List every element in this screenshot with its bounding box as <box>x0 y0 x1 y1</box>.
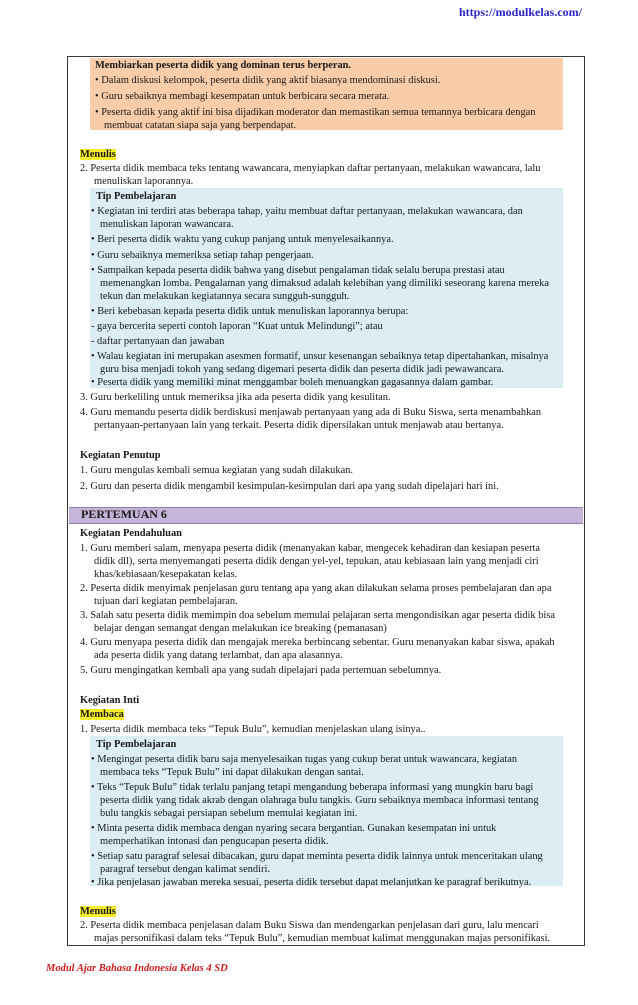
menulis-step-cont: menuliskan laporannya. <box>94 176 194 187</box>
menulis2-line: 2. Peserta didik membaca penjelasan dalam Buku Siswa dan mendengarkan penjelasan dari guru, lalu mencari <box>80 920 539 931</box>
tip-line: • Beri kebebasan kepada peserta didik untuk menuliskan laporannya berupa: <box>91 306 409 317</box>
tips-top-item: • Peserta didik yang aktif ini bisa dijadikan moderator dan memastikan semua temannya berbicara dengan <box>95 107 536 118</box>
pertemuan-title: PERTEMUAN 6 <box>81 507 167 521</box>
tip-line: memenangkan lomba. Pengalaman yang dimaksud adalah kelebihan yang dimiliki seseorang karena mereka <box>100 278 549 289</box>
pendahuluan-line: 5. Guru mengingatkan kembali apa yang sudah dipelajari pada pertemuan sebelumnya. <box>80 665 442 676</box>
step-item-cont: pertanyaan-pertanyaan lain yang terkait. Peserta didik dipersilakan untuk menjawab atau bertanya. <box>94 420 504 431</box>
tip-line: • Guru sebaiknya memeriksa setiap tahap pengerjaan. <box>91 250 314 261</box>
pendahuluan-line: 3. Salah satu peserta didik memimpin doa sebelum memulai pelajaran serta mengondisikan agar peserta didik bisa <box>80 610 555 621</box>
tip-line: peserta didik yang tidak akrab dengan olahraga bulu tangkis. Guru sebaiknya membaca informasi tentang <box>100 795 539 806</box>
tip-line: • Minta peserta didik membaca dengan nyaring secara bergantian. Gunakan kesempatan ini untuk <box>91 823 497 834</box>
inti-heading: Kegiatan Inti <box>80 695 140 706</box>
pendahuluan-line: ada peserta didik yang datang terlambat, dan apa alasannya. <box>94 650 343 661</box>
pendahuluan-line: belajar dengan semangat dengan melakukan ice breaking (pemanasan) <box>94 623 387 634</box>
tip-line: bulu tangkis sebagai persiapan sebelum memulai kegiatan ini. <box>100 808 358 819</box>
pendahuluan-line: khas/kebiasaan/kesepakatan kelas. <box>94 569 238 580</box>
tips-top-item: • Dalam diskusi kelompok, peserta didik yang aktif biasanya mendominasi diskusi. <box>95 75 441 86</box>
tip-line: • Peserta didik yang memiliki minat menggambar boleh menuangkan gagasannya dalam gambar. <box>91 377 494 388</box>
tip-line: • Beri peserta didik waktu yang cukup panjang untuk menyelesaikannya. <box>91 234 394 245</box>
pendahuluan-line: tujuan dari kegiatan pembelajaran. <box>94 596 238 607</box>
tip-line: • Kegiatan ini terdiri atas beberapa tahap, yaitu membuat daftar pertanyaan, melakukan wawancara, dan <box>91 206 523 217</box>
tip-line: guru bisa menjadi tokoh yang sedang digemari peserta didik dan peserta didik jadi pewawancara. <box>100 364 504 375</box>
tip-line: membaca teks “Tepuk Bulu” ini dapat dilakukan dengan santai. <box>100 767 364 778</box>
pendahuluan-heading: Kegiatan Pendahuluan <box>80 528 182 539</box>
tip-line: • Teks “Tepuk Bulu” tidak terlalu panjang tetapi mengandung beberapa informasi yang mungkin baru bagi <box>91 782 534 793</box>
menulis-heading: Menulis <box>80 149 116 160</box>
membaca-heading: Membaca <box>80 709 124 720</box>
pendahuluan-line: didik dll), serta menyemangati peserta didik dengan yel-yel, tepukan, atau kebiasaan lain yang menjadi ciri <box>94 556 539 567</box>
pendahuluan-line: 2. Peserta didik menyimak penjelasan guru tentang apa yang akan dilakukan selama proses pembelajaran dan apa <box>80 583 552 594</box>
tip-line: • Walau kegiatan ini merupakan asesmen formatif, unsur kesenangan sebaiknya tetap dipertahankan, misalnya <box>91 351 549 362</box>
menulis-step: 2. Peserta didik membaca teks tentang wawancara, menyiapkan daftar pertanyaan, melakukan wawancara, lalu <box>80 163 541 174</box>
step-item: 3. Guru berkeliling untuk memeriksa jika ada peserta didik yang kesulitan. <box>80 392 391 403</box>
tips-top-title: Membiarkan peserta didik yang dominan terus berperan. <box>95 60 352 71</box>
step-item: 4. Guru memandu peserta didik berdiskusi menjawab pertanyaan yang ada di Buku Siswa, serta menambahkan <box>80 407 542 418</box>
tip-line: • Mengingat peserta didik baru saja menyelesaikan tugas yang cukup berat untuk wawancara, kegiatan <box>91 754 518 765</box>
tip-line: - gaya bercerita seperti contoh laporan “Kuat untuk Melindungi”; atau <box>91 321 383 332</box>
penutup-item: 1. Guru mengulas kembali semua kegiatan yang sudah dilakukan. <box>80 465 353 476</box>
footer-title: Modul Ajar Bahasa Indonesia Kelas 4 SD <box>46 963 228 974</box>
inti-step: 1. Peserta didik membaca teks “Tepuk Bulu”, kemudian menjelaskan ulang isinya.. <box>80 724 426 735</box>
pendahuluan-line: 1. Guru memberi salam, menyapa peserta didik (menanyakan kabar, mengecek kehadiran dan kesiapan peserta <box>80 543 541 554</box>
page-url[interactable]: https://modulkelas.com/ <box>458 5 582 19</box>
tip-line: menuliskan laporan wawancara. <box>100 219 234 230</box>
tip-line: - daftar pertanyaan dan jawaban <box>91 336 225 347</box>
tips-top-item-cont: membuat catatan siapa saja yang berpendapat. <box>104 120 297 131</box>
penutup-heading: Kegiatan Penutup <box>80 450 161 461</box>
tip-title: Tip Pembelajaran <box>96 191 177 202</box>
tip-line: • Sampaikan kepada peserta didik bahwa yang disebut pengalaman tidak selalu berupa prestasi atau <box>91 265 505 276</box>
pendahuluan-line: 4. Guru menyapa peserta didik dan mengajak mereka berbincang sebentar. Guru menanyakan kabar siswa, apakah <box>80 637 555 648</box>
tip-title: Tip Pembelajaran <box>96 739 177 750</box>
tip-line: tekun dan melakukan kegiatannya secara sungguh-sungguh. <box>100 291 350 302</box>
tip-line: • Jika penjelasan jawaban mereka sesuai, peserta didik tersebut dapat melanjutkan ke paragraf berikutnya. <box>91 877 532 888</box>
tip-line: • Setiap satu paragraf selesai dibacakan, guru dapat meminta peserta didik lainnya untuk menceritakan ulang <box>91 851 543 862</box>
tips-top-item: • Guru sebaiknya membagi kesempatan untuk berbicara secara merata. <box>95 91 390 102</box>
menulis2-line: majas personifikasi dalam teks “Tepuk Bulu”, kemudian membuat kalimat menggunakan majas personifikasi. <box>94 933 551 944</box>
menulis-heading-2: Menulis <box>80 906 116 917</box>
penutup-item: 2. Guru dan peserta didik mengambil kesimpulan-kesimpulan dari apa yang sudah dipelajari hari ini. <box>80 481 499 492</box>
tip-line: paragraf tersebut dengan kalimat sendiri. <box>100 864 270 875</box>
tip-line: memperhatikan intonasi dan pengucapan peserta didik. <box>100 836 329 847</box>
